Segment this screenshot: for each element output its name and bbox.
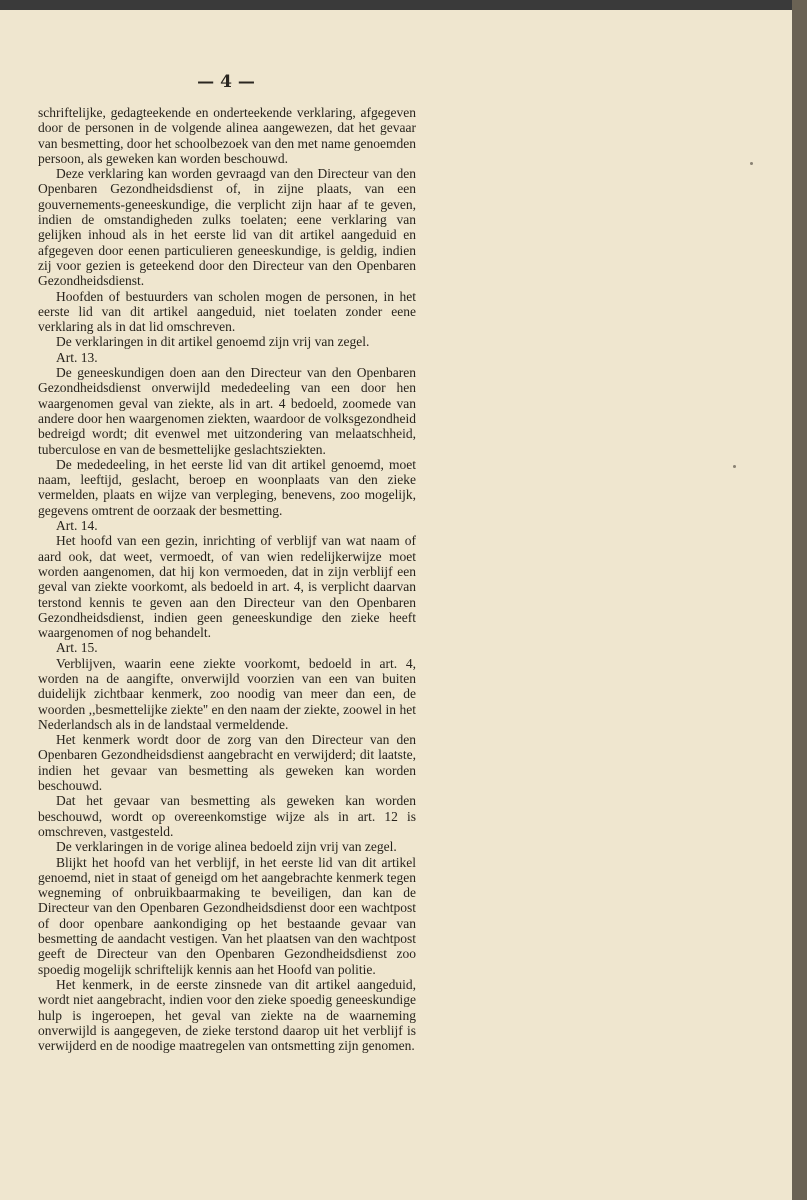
paragraph: Verblijven, waarin eene ziekte voorkomt, bedoeld in art. 4, worden na de aangifte, onverwijld voorzien van een van buiten duidelijk zichtbaar kenmerk, zoo noodig van meer dan een, de woorden ,,besmettelijke ziekte'' en den naam der ziekte, zoowel in het Nederlandsch als in de landstaal vermeldende. bbox=[38, 655, 416, 732]
paragraph: Dat het gevaar van besmetting als geweken kan worden beschouwd, wordt op overeenkomstige wijze als in art. 12 is omschreven, vastgesteld. bbox=[38, 793, 416, 839]
article-heading: Art. 13. bbox=[56, 349, 98, 365]
article-heading: Art. 15. bbox=[56, 640, 98, 656]
paragraph: schriftelijke, gedagteekende en onderteekende verklaring, afgegeven door de personen in de volgende alinea aangewezen, dat het gevaar van besmetting, door het schoolbezoek van den met name genoemden persoon, als geweken kan worden beschouwd. bbox=[38, 105, 416, 166]
paper-speck bbox=[733, 465, 736, 468]
document-page bbox=[0, 10, 792, 1200]
paragraph: De verklaringen in de vorige alinea bedoeld zijn vrij van zegel. bbox=[56, 839, 397, 855]
paragraph: Het hoofd van een gezin, inrichting of verblijf van wat naam of aard ook, dat weet, vermoedt, of van wien redelijkerwijze moet worden aangenomen, dat hij kon vermoeden, dat in zijn verblijf een geval van ziekte voorkomt, als bedoeld in art. 4, is verplicht daarvan terstond kennis te geven aan den Directeur van den Openbaren Gezondheidsdienst, indien geen geneeskundige den zieke heeft waargenomen of nog behandelt. bbox=[38, 533, 416, 641]
body-text bbox=[38, 105, 416, 1053]
paper-speck bbox=[750, 162, 753, 165]
scan-top-border bbox=[0, 0, 807, 10]
paragraph: Het kenmerk wordt door de zorg van den Directeur van den Openbaren Gezondheidsdienst aangebracht en verwijderd; dit laatste, indien het gevaar van besmetting als geweken kan worden beschouwd. bbox=[38, 732, 416, 794]
article-heading: Art. 14. bbox=[56, 518, 98, 534]
paragraph: De mededeeling, in het eerste lid van dit artikel genoemd, moet naam, leeftijd, geslacht, beroep en woonplaats van den zieke vermelden, plaats en wijze van verpleging, benevens, zoo mogelijk, gegevens omtrent de oorzaak der besmetting. bbox=[38, 456, 416, 518]
paragraph: Het kenmerk, in de eerste zinsnede van dit artikel aangeduid, wordt niet aangebracht, indien voor den zieke spoedig geneeskundige hulp is ingeroepen, het geval van ziekte na de waarneming onverwijld is aangegeven, de zieke terstond daarop uit het verblijf is verwijderd en de noodige maatregelen van ontsmetting zijn genomen. bbox=[38, 976, 416, 1054]
paragraph: De geneeskundigen doen aan den Directeur van den Openbaren Gezondheidsdienst onverwijld mededeeling van een door hen waargenomen geval van ziekte, als in art. 4 bedoeld, zoomede van andere door hen waargenomen ziekten, waardoor de volksgezondheid bedreigd wordt; dit evenwel met uitzondering van melaatschheid, tuberculose en van de besmettelijke geslachtsziekten. bbox=[38, 365, 416, 457]
paragraph: Deze verklaring kan worden gevraagd van den Directeur van den Openbaren Gezondheidsdienst of, in zijne plaats, van een gouvernements-geneeskundige, die verplicht zijn haar af te geven, indien de omstandigheden zulks toelaten; eene verklaring van gelijken inhoud als in het eerste lid van dit artikel aangeduid en afgegeven door eenen particulieren geneeskundige, is geldig, indien zij voor gezien is geteekend door den Directeur van den Openbaren Gezondheidsdienst. bbox=[38, 166, 416, 289]
page-edge bbox=[792, 0, 807, 1200]
page-number: — 4 — bbox=[197, 72, 255, 92]
paragraph: Blijkt het hoofd van het verblijf, in het eerste lid van dit artikel genoemd, niet in staat of geneigd om het aangebrachte kenmerk tegen wegneming of onbruikbaarmaking te beveiligen, dan kan de Directeur van den Openbaren Gezondheidsdienst door een wachtpost of door openbare aankondiging op het bestaande gevaar van besmetting de aandacht vestigen. Van het plaatsen van den wachtpost geeft de Directeur van den Openbaren Gezondheidsdienst zoo spoedig mogelijk schriftelijk kennis aan het Hoofd van politie. bbox=[38, 854, 416, 977]
paragraph: De verklaringen in dit artikel genoemd zijn vrij van zegel. bbox=[56, 334, 370, 350]
paragraph: Hoofden of bestuurders van scholen mogen de personen, in het eerste lid van dit artikel aangeduid, niet toelaten zonder eene verklaring als in dat lid omschreven. bbox=[38, 288, 416, 335]
